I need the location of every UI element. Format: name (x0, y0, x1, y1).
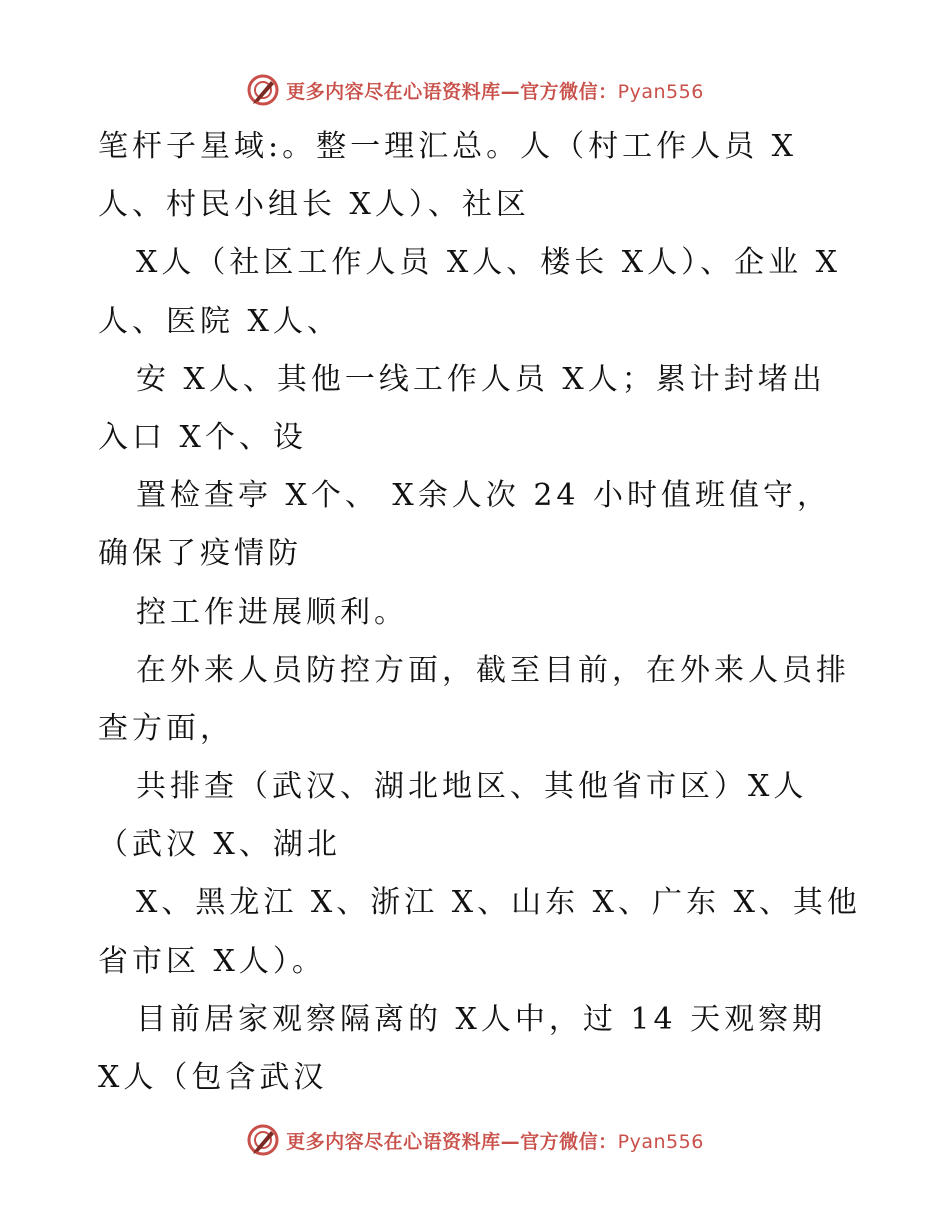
header-site-label: 更多内容尽在心语资料库—官方微信： (286, 80, 618, 103)
pen-logo-icon (246, 73, 280, 107)
body-line: （武汉 X、湖北 (98, 827, 341, 863)
body-line: 置检查亭 X个、 X余人次 24 小时值班值守， (136, 478, 832, 514)
body-line: 共排查（武汉、湖北地区、其他省市区）X人 (136, 769, 808, 805)
footer-site-label: 更多内容尽在心语资料库—官方微信： (286, 1130, 618, 1153)
body-line: 查方面， (98, 710, 234, 746)
body-line: X人（包含武汉 (98, 1060, 328, 1095)
body-line: 入口 X个、设 (98, 419, 307, 455)
body-line: 笔杆子星域:。整一理汇总。人（村工作人员 X (98, 129, 798, 164)
body-line: 人、村民小组长 X人）、社区 (98, 187, 530, 223)
body-line: 控工作进展顺利。 (136, 594, 408, 630)
document-body (98, 118, 878, 1107)
body-line: 目前居家观察隔离的 X人中，过 14 天观察期 (136, 1001, 827, 1037)
header-watermark-banner (0, 70, 950, 110)
header-wechat-id: Pyan556 (617, 80, 704, 103)
pen-logo-icon (246, 1123, 280, 1157)
body-line: X、黑龙江 X、浙江 X、山东 X、广东 X、其他 (136, 885, 861, 921)
body-line: 省市区 X人）。 (98, 943, 326, 979)
body-line: 确保了疫情防 (98, 536, 302, 572)
body-line: 人、医院 X人、 (98, 303, 341, 339)
body-line: 安 X人、其他一线工作人员 X人；累计封堵出 (136, 361, 826, 397)
footer-watermark-banner (0, 1120, 950, 1160)
body-line: 在外来人员防控方面，截至目前，在外来人员排 (136, 652, 850, 688)
header-site-text (286, 77, 704, 104)
footer-wechat-id: Pyan556 (617, 1130, 704, 1153)
footer-site-text (286, 1127, 704, 1154)
body-line: X人（社区工作人员 X人、楼长 X人）、企业 X (136, 245, 842, 281)
